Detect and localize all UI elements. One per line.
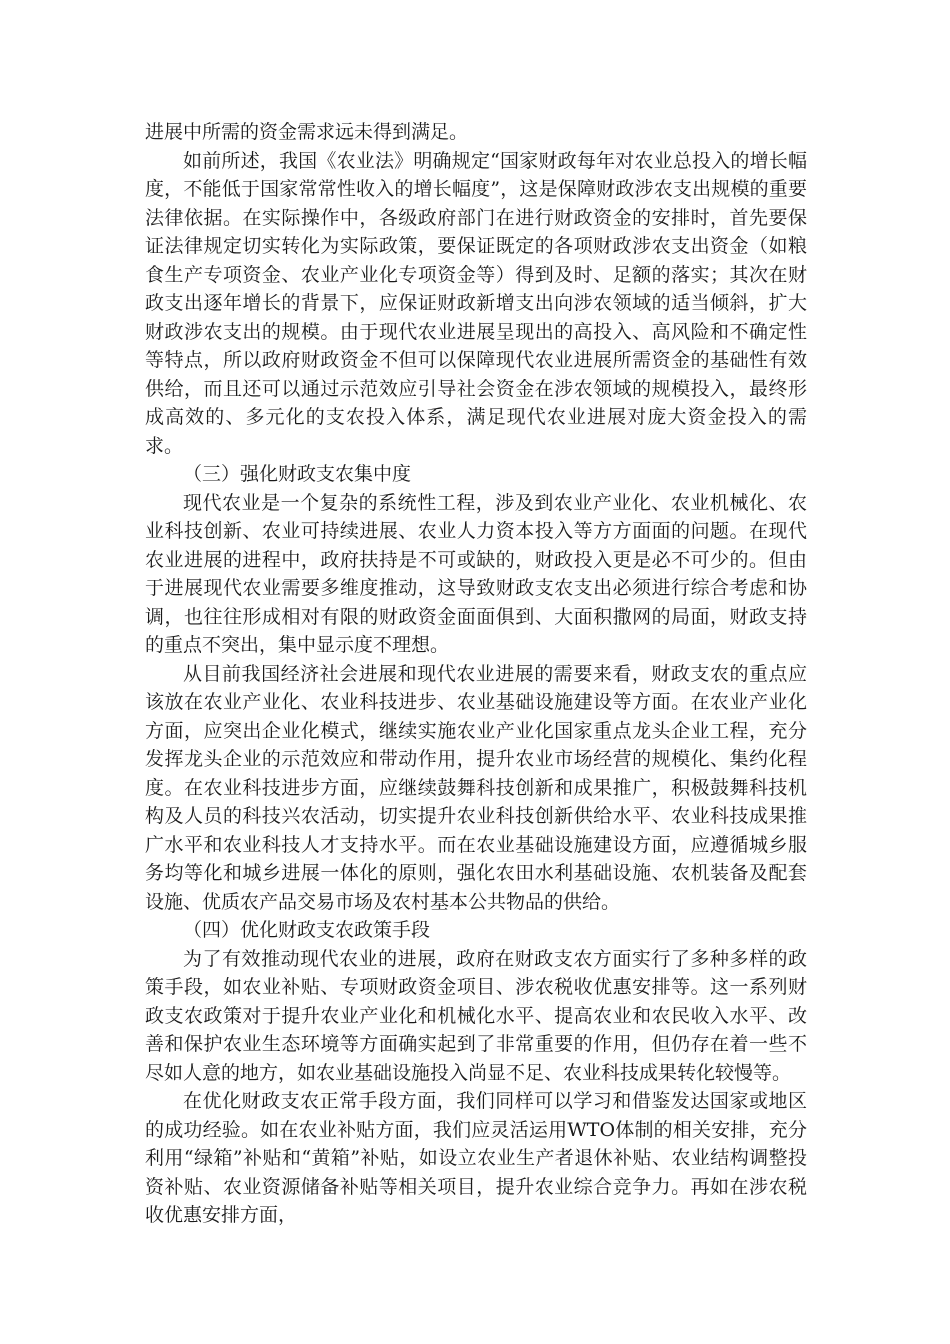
- section-heading-3: （三）强化财政支农集中度: [183, 463, 412, 485]
- paragraph-optimize-means: 在优化财政支农正常手段方面，我们同样可以学习和借鉴发达国家或地区的成功经验。如在农业补贴方面，我们应灵活运用WTO体制的相关安排，充分利用“绿箱”补贴和“黄箱”补贴，如设立农业生产者退休补贴、农业结构调整投资补贴、农业资源储备补贴等相关项目，提升农业综合竞争力。再如在涉农税收优惠安排方面，: [145, 1090, 807, 1226]
- paragraph-modern-agriculture: 现代农业是一个复杂的系统性工程，涉及到农业产业化、农业机械化、农业科技创新、农业可持续进展、农业人力资本投入等方方面面的问题。在现代农业进展的进程中，政府扶持是不可或缺的，财政投入更是必不可少的。但由于进展现代农业需要多维度推动，这导致财政支农支出必须进行综合考虑和协调，也往往形成相对有限的财政资金面面俱到、大面积撒网的局面，财政支持的重点不突出，集中显示度不理想。: [145, 491, 807, 656]
- paragraph-agriculture-law: 如前所述，我国《农业法》明确规定“国家财政每年对农业总投入的增长幅度，不能低于国家常常性收入的增长幅度”，这是保障财政涉农支出规模的重要法律依据。在实际操作中，各级政府部门在进行财政资金的安排时，首先要保证法律规定切实转化为实际政策，要保证既定的各项财政涉农支出资金（如粮食生产专项资金、农业产业化专项资金等）得到及时、足额的落实；其次在财政支出逐年增长的背景下，应保证财政新增支出向涉农领域的适当倾斜，扩大财政涉农支出的规模。由于现代农业进展呈现出的高投入、高风险和不确定性等特点，所以政府财政资金不但可以保障现代农业进展所需资金的基础性有效供给，而且还可以通过示范效应引导社会资金在涉农领域的规模投入，最终形成高效的、多元化的支农投入体系，满足现代农业进展对庞大资金投入的需求。: [145, 149, 807, 457]
- document-body: [145, 118, 807, 1230]
- section-heading-4: （四）优化财政支农政策手段: [183, 919, 431, 941]
- paragraph-continued: 进展中所需的资金需求远未得到满足。: [145, 121, 469, 143]
- paragraph-policy-means: 为了有效推动现代农业的进展，政府在财政支农方面实行了多种多样的政策手段，如农业补贴、专项财政资金项目、涉农税收优惠安排等。这一系列财政支农政策对于提升农业产业化和机械化水平、提高农业和农民收入水平、改善和保护农业生态环境等方面确实起到了非常重要的作用，但仍存在着一些不尽如人意的地方，如农业基础设施投入尚显不足、农业科技成果转化较慢等。: [145, 947, 807, 1084]
- paragraph-support-focus: 从目前我国经济社会进展和现代农业进展的需要来看，财政支农的重点应该放在农业产业化、农业科技进步、农业基础设施建设等方面。在农业产业化方面，应突出企业化模式，继续实施农业产业化国家重点龙头企业工程，充分发挥龙头企业的示范效应和带动作用，提升农业市场经营的规模化、集约化程度。在农业科技进步方面，应继续鼓舞科技创新和成果推广，积极鼓舞科技机构及人员的科技兴农活动，切实提升农业科技创新供给水平、农业科技成果推广水平和农业科技人才支持水平。而在农业基础设施建设方面，应遵循城乡服务均等化和城乡进展一体化的原则，强化农田水利基础设施、农机装备及配套设施、优质农产品交易市场及农村基本公共物品的供给。: [145, 662, 807, 913]
